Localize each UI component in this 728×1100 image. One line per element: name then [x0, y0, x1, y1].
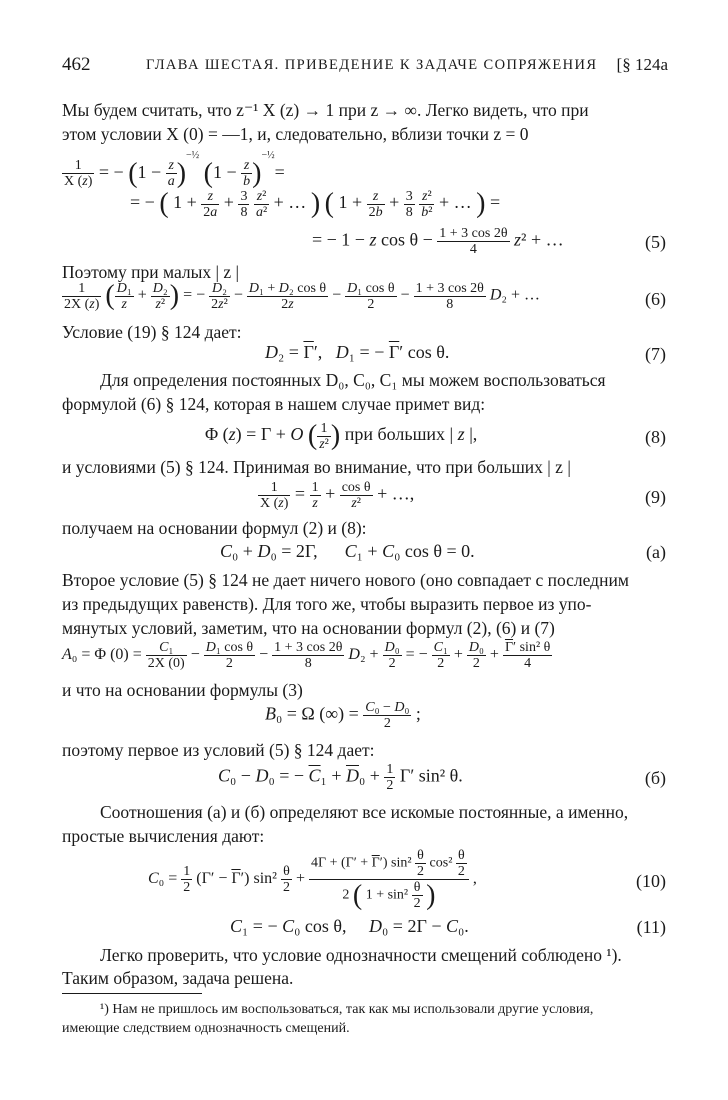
paragraph-line: поэтому первое из условий (5) § 124 дает:	[62, 740, 375, 760]
footnote-rule	[62, 993, 202, 994]
paragraph-line: простые вычисления дают:	[62, 826, 265, 846]
paragraph-line: получаем на основании формул (2) и (8):	[62, 518, 367, 538]
equation-number: (а)	[646, 542, 666, 562]
paragraph-line: Таким образом, задача решена.	[62, 968, 294, 988]
equation-9: $\frac{1}{X (z)}$ = $\frac{1}{z}$ + $\frac{\text{cos θ}}{\text{z²}}$ + …,	[260, 480, 415, 511]
equation-number: (б)	[644, 768, 666, 788]
equation-10: C₀ = $\frac{1}{2}$ $(\Gamma' - \overline{\Gamma}')$ sin² $\frac{\theta}{2}$ + $4\Gamma + (\Gamma' + \overline{\Gamma}')$ sin² $\frac{\theta}{2}$ cos² $\frac{\theta}{2}$ 2 ( 1 + sin² $\frac{\theta}{2}$ ) ,	[148, 848, 477, 911]
equation-number: (11)	[636, 917, 666, 937]
footnote	[62, 1000, 668, 1038]
paragraph-line: и что на основании формулы (3)	[62, 680, 303, 700]
equation-number: (10)	[636, 871, 666, 891]
equation-number: (5)	[645, 232, 666, 252]
paragraph-line: формулой (6) § 124, которая в нашем случае примет вид:	[62, 394, 486, 414]
equation-a: C₀ + D₀ = 2Γ, C₁ + C₀ cos θ = 0.	[220, 541, 475, 561]
paragraph-line: Соотношения (а) и (б) определяют все искомые постоянные, а именно,	[100, 802, 629, 822]
equation-inverse-x-line-2: = − ( 1 + $\frac{z}{2a}$ + $\frac{3}{8}$ $\frac{\text{z²}}{\text{a²}}$ + … ) ( 1 + $\frac{z}{2b}$ + $\frac{3}{8}$ $\frac{\text{z²}}{\text{b²}}$ + … ) =	[130, 188, 501, 220]
paragraph-line: Для определения постоянных D₀, C₀, C₁ мы можем воспользоваться	[100, 370, 606, 390]
equation-b0: B₀ = Ω (∞) = $\frac{\text{C₀ − D₀}}{2}$ ;	[265, 700, 421, 731]
equation-a0: A₀ = Φ (0) = $\frac{\text{C₁}}{2X (0)}$ − $\frac{\text{D₁ cos θ}}{2}$ − $\frac{1 + 3 \cos 2\theta}{8}$ D₂ + $\frac{\text{D₀}}{2}$ = − $\frac{\text{C₁}}{2}$ + $\frac{\text{D₀}}{2}$ + $\frac{\overline{\Gamma}' \sin^2 \theta}{4}$	[62, 640, 551, 671]
paragraph-line: мянутых условий, заметим, что на основании формул (2), (6) и (7)	[62, 618, 555, 638]
paragraph-line: Условие (19) § 124 дает:	[62, 322, 242, 342]
equation-7: $D_2 = \overline{\Gamma}'$, D₁ = − $\overline{\Gamma}'$ cos θ.	[265, 342, 450, 362]
paragraph-line: Легко проверить, что условие однозначности смещений соблюдено ¹).	[100, 945, 622, 965]
paragraph-line: Мы будем считать, что z⁻¹ X (z) → 1 при z → ∞. Легко видеть, что при	[62, 100, 589, 120]
equation-inverse-x-line-3: = − 1 − z cos θ − $\frac{1 + 3 \cos 2\theta}{4}$ z² + …	[312, 226, 564, 257]
equation-b: C₀ − D₀ = − $\overline{C}_1 + \overline{D}_0$ + $\frac{1}{2}$ Γ′ sin² θ.	[218, 762, 463, 793]
paragraph-line: Второе условие (5) § 124 не дает ничего нового (оно совпадает с последним	[62, 570, 629, 590]
equation-inverse-x-line-1: $\frac{1}{X (z)}$ = − (1 − $\frac{z}{a}$ )$^{-\frac{1}{2}}$ (1 − $\frac{z}{b}$ )$^{-\frac{1}{2}}$=	[64, 150, 285, 190]
equation-number: (6)	[645, 289, 666, 309]
equation-8: Φ (z) = Γ + O ( $\frac{1}{\text{z²}}$ ) при больших | z |,	[205, 420, 478, 452]
paragraph-line: Поэтому при малых | z |	[62, 262, 240, 282]
equation-number: (8)	[645, 427, 666, 447]
paragraph-line: из предыдущих равенств). Для того же, чтобы выразить первое из упо-	[62, 594, 592, 614]
running-header	[62, 54, 668, 78]
section-marker: [§ 124а	[616, 55, 668, 74]
paragraph-line: этом условии X (0) = —1, и, следовательно, вблизи точки z = 0	[62, 124, 529, 144]
paragraph-line: и условиями (5) § 124. Принимая во внимание, что при больших | z |	[62, 457, 571, 477]
chapter-title: ГЛАВА ШЕСТАЯ. ПРИВЕДЕНИЕ К ЗАДАЧЕ СОПРЯЖЕНИЯ	[146, 57, 598, 73]
equation-11: C₁ = − C₀ cos θ, D₀ = 2Γ − C₀.	[230, 916, 469, 936]
footnote-line: имеющие следствием однозначность смещений.	[62, 1021, 350, 1036]
equation-number: (7)	[645, 344, 666, 364]
footnote-line: ¹) Нам не пришлось им воспользоваться, так как мы использовали другие условия,	[100, 1002, 594, 1017]
equation-number: (9)	[645, 487, 666, 507]
page-number: 462	[62, 54, 91, 75]
equation-6: $\frac{1}{2X (z)}$ ( $\frac{\text{D₁}}{z}$ + $\frac{\text{D₂}}{\text{z²}}$ ) = − $\frac{\text{D₂}}{\text{2z²}}$ − $\frac{\text{D₁ + D₂ cos θ}}{2z}$ − $\frac{\text{D₁ cos θ}}{2}$ − $\frac{1 + 3 \cos 2\theta}{8}$ D₂ + …	[64, 280, 541, 312]
